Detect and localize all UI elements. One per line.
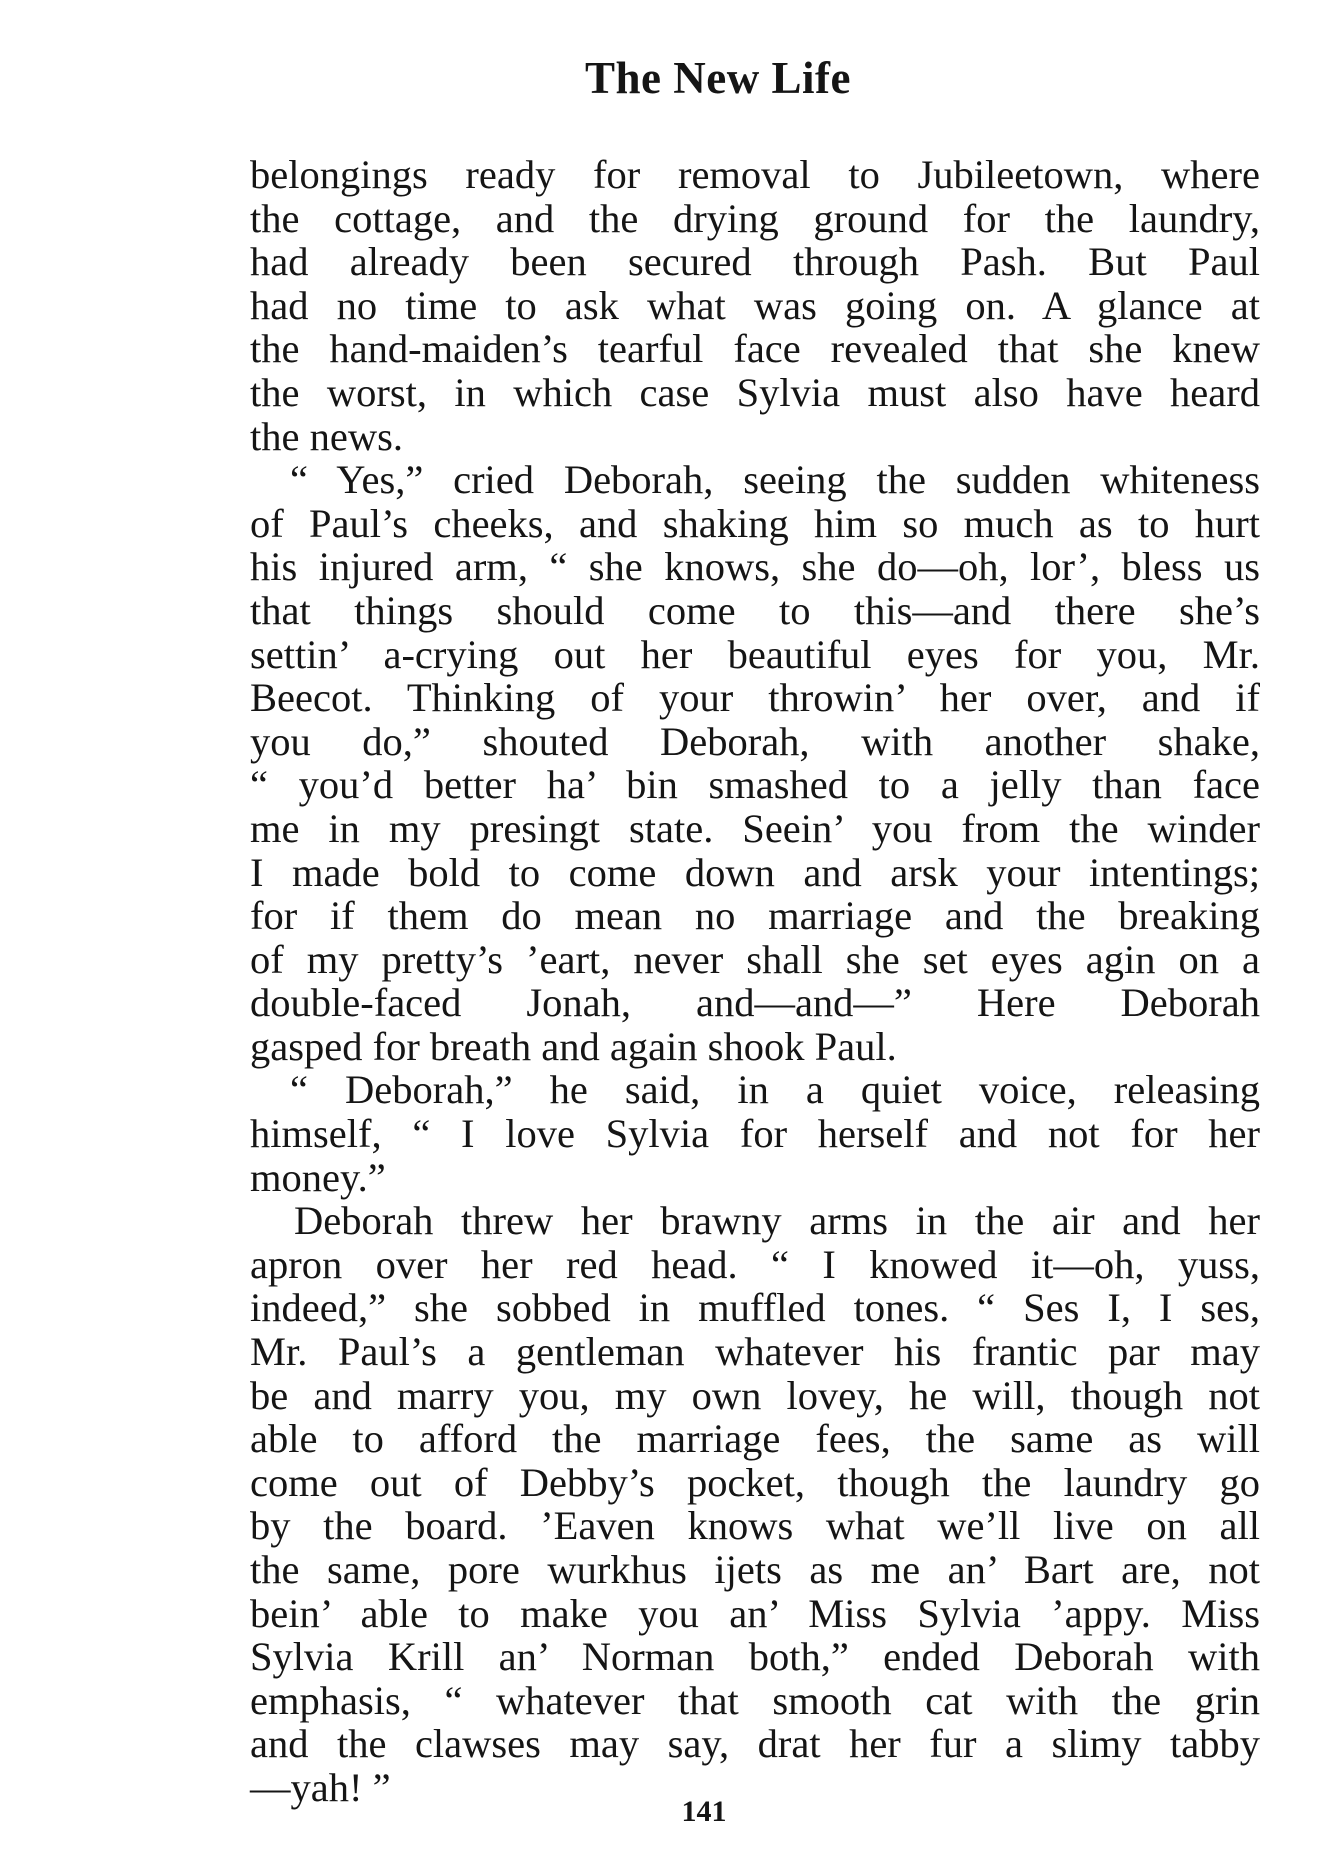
text-line: double-faced Jonah, and—and—” Here Deborah: [250, 980, 1260, 1026]
text-line: settin’ a-crying out her beautiful eyes for you, Mr.: [250, 631, 1260, 677]
text-line: for if them do mean no marriage and the breaking: [250, 893, 1260, 939]
text-line: apron over her red head. “ I knowed it—oh, yuss,: [250, 1241, 1260, 1287]
text-line: belongings ready for removal to Jubileetown, where: [250, 152, 1260, 197]
text-line: that things should come to this—and there she’s: [250, 587, 1260, 633]
text-line: the news.: [250, 413, 403, 459]
text-line: the cottage, and the drying ground for the laundry,: [250, 195, 1260, 241]
text-line: had no time to ask what was going on. A glance at: [250, 282, 1260, 328]
body-text: [250, 153, 1260, 1810]
text-line: Mr. Paul’s a gentleman whatever his frantic par may: [250, 1329, 1260, 1375]
text-line: “ Yes,” cried Deborah, seeing the sudden whiteness: [290, 457, 1260, 503]
text-line: indeed,” she sobbed in muffled tones. “ Ses I, I ses,: [250, 1285, 1260, 1331]
text-line: Sylvia Krill an’ Norman both,” ended Deborah with: [250, 1634, 1260, 1680]
text-line: able to afford the marriage fees, the same as will: [250, 1416, 1260, 1462]
text-line: had already been secured through Pash. But Paul: [250, 239, 1260, 285]
text-line: I made bold to come down and arsk your intentings;: [250, 849, 1260, 895]
text-line: emphasis, “ whatever that smooth cat with the grin: [250, 1677, 1260, 1723]
text-line: the worst, in which case Sylvia must also have heard: [250, 369, 1260, 415]
text-line: of Paul’s cheeks, and shaking him so much as to hurt: [250, 500, 1260, 546]
text-line: himself, “ I love Sylvia for herself and not for her: [250, 1111, 1260, 1157]
text-line: bein’ able to make you an’ Miss Sylvia ’appy. Miss: [250, 1590, 1260, 1636]
text-line: me in my presingt state. Seein’ you from the winder: [250, 805, 1260, 851]
text-line: the same, pore wurkhus ijets as me an’ Bart are, not: [250, 1547, 1260, 1592]
text-line: Deborah threw her brawny arms in the air and her: [294, 1198, 1260, 1244]
text-line: —yah! ”: [250, 1764, 391, 1810]
text-line: you do,” shouted Deborah, with another shake,: [250, 718, 1260, 764]
text-line: of my pretty’s ’eart, never shall she set eyes agin on a: [250, 936, 1260, 982]
text-line: be and marry you, my own lovey, he will, though not: [250, 1372, 1260, 1418]
text-line: the hand-maiden’s tearful face revealed that she knew: [250, 326, 1260, 372]
text-line: come out of Debby’s pocket, though the laundry go: [250, 1459, 1260, 1505]
text-line: “ Deborah,” he said, in a quiet voice, releasing: [290, 1067, 1260, 1113]
text-line: and the clawses may say, drat her fur a slimy tabby: [250, 1721, 1260, 1767]
text-line: by the board. ’Eaven knows what we’ll live on all: [250, 1503, 1260, 1549]
running-title: The New Life: [585, 53, 851, 103]
text-line: gasped for breath and again shook Paul.: [250, 1023, 897, 1069]
text-line: his injured arm, “ she knows, she do—oh, lor’, bless us: [250, 544, 1260, 590]
text-line: “ you’d better ha’ bin smashed to a jelly than face: [250, 762, 1260, 808]
page-number: 141: [681, 1795, 727, 1828]
text-line: money.”: [250, 1154, 386, 1200]
text-line: Beecot. Thinking of your throwin’ her over, and if: [250, 675, 1260, 721]
